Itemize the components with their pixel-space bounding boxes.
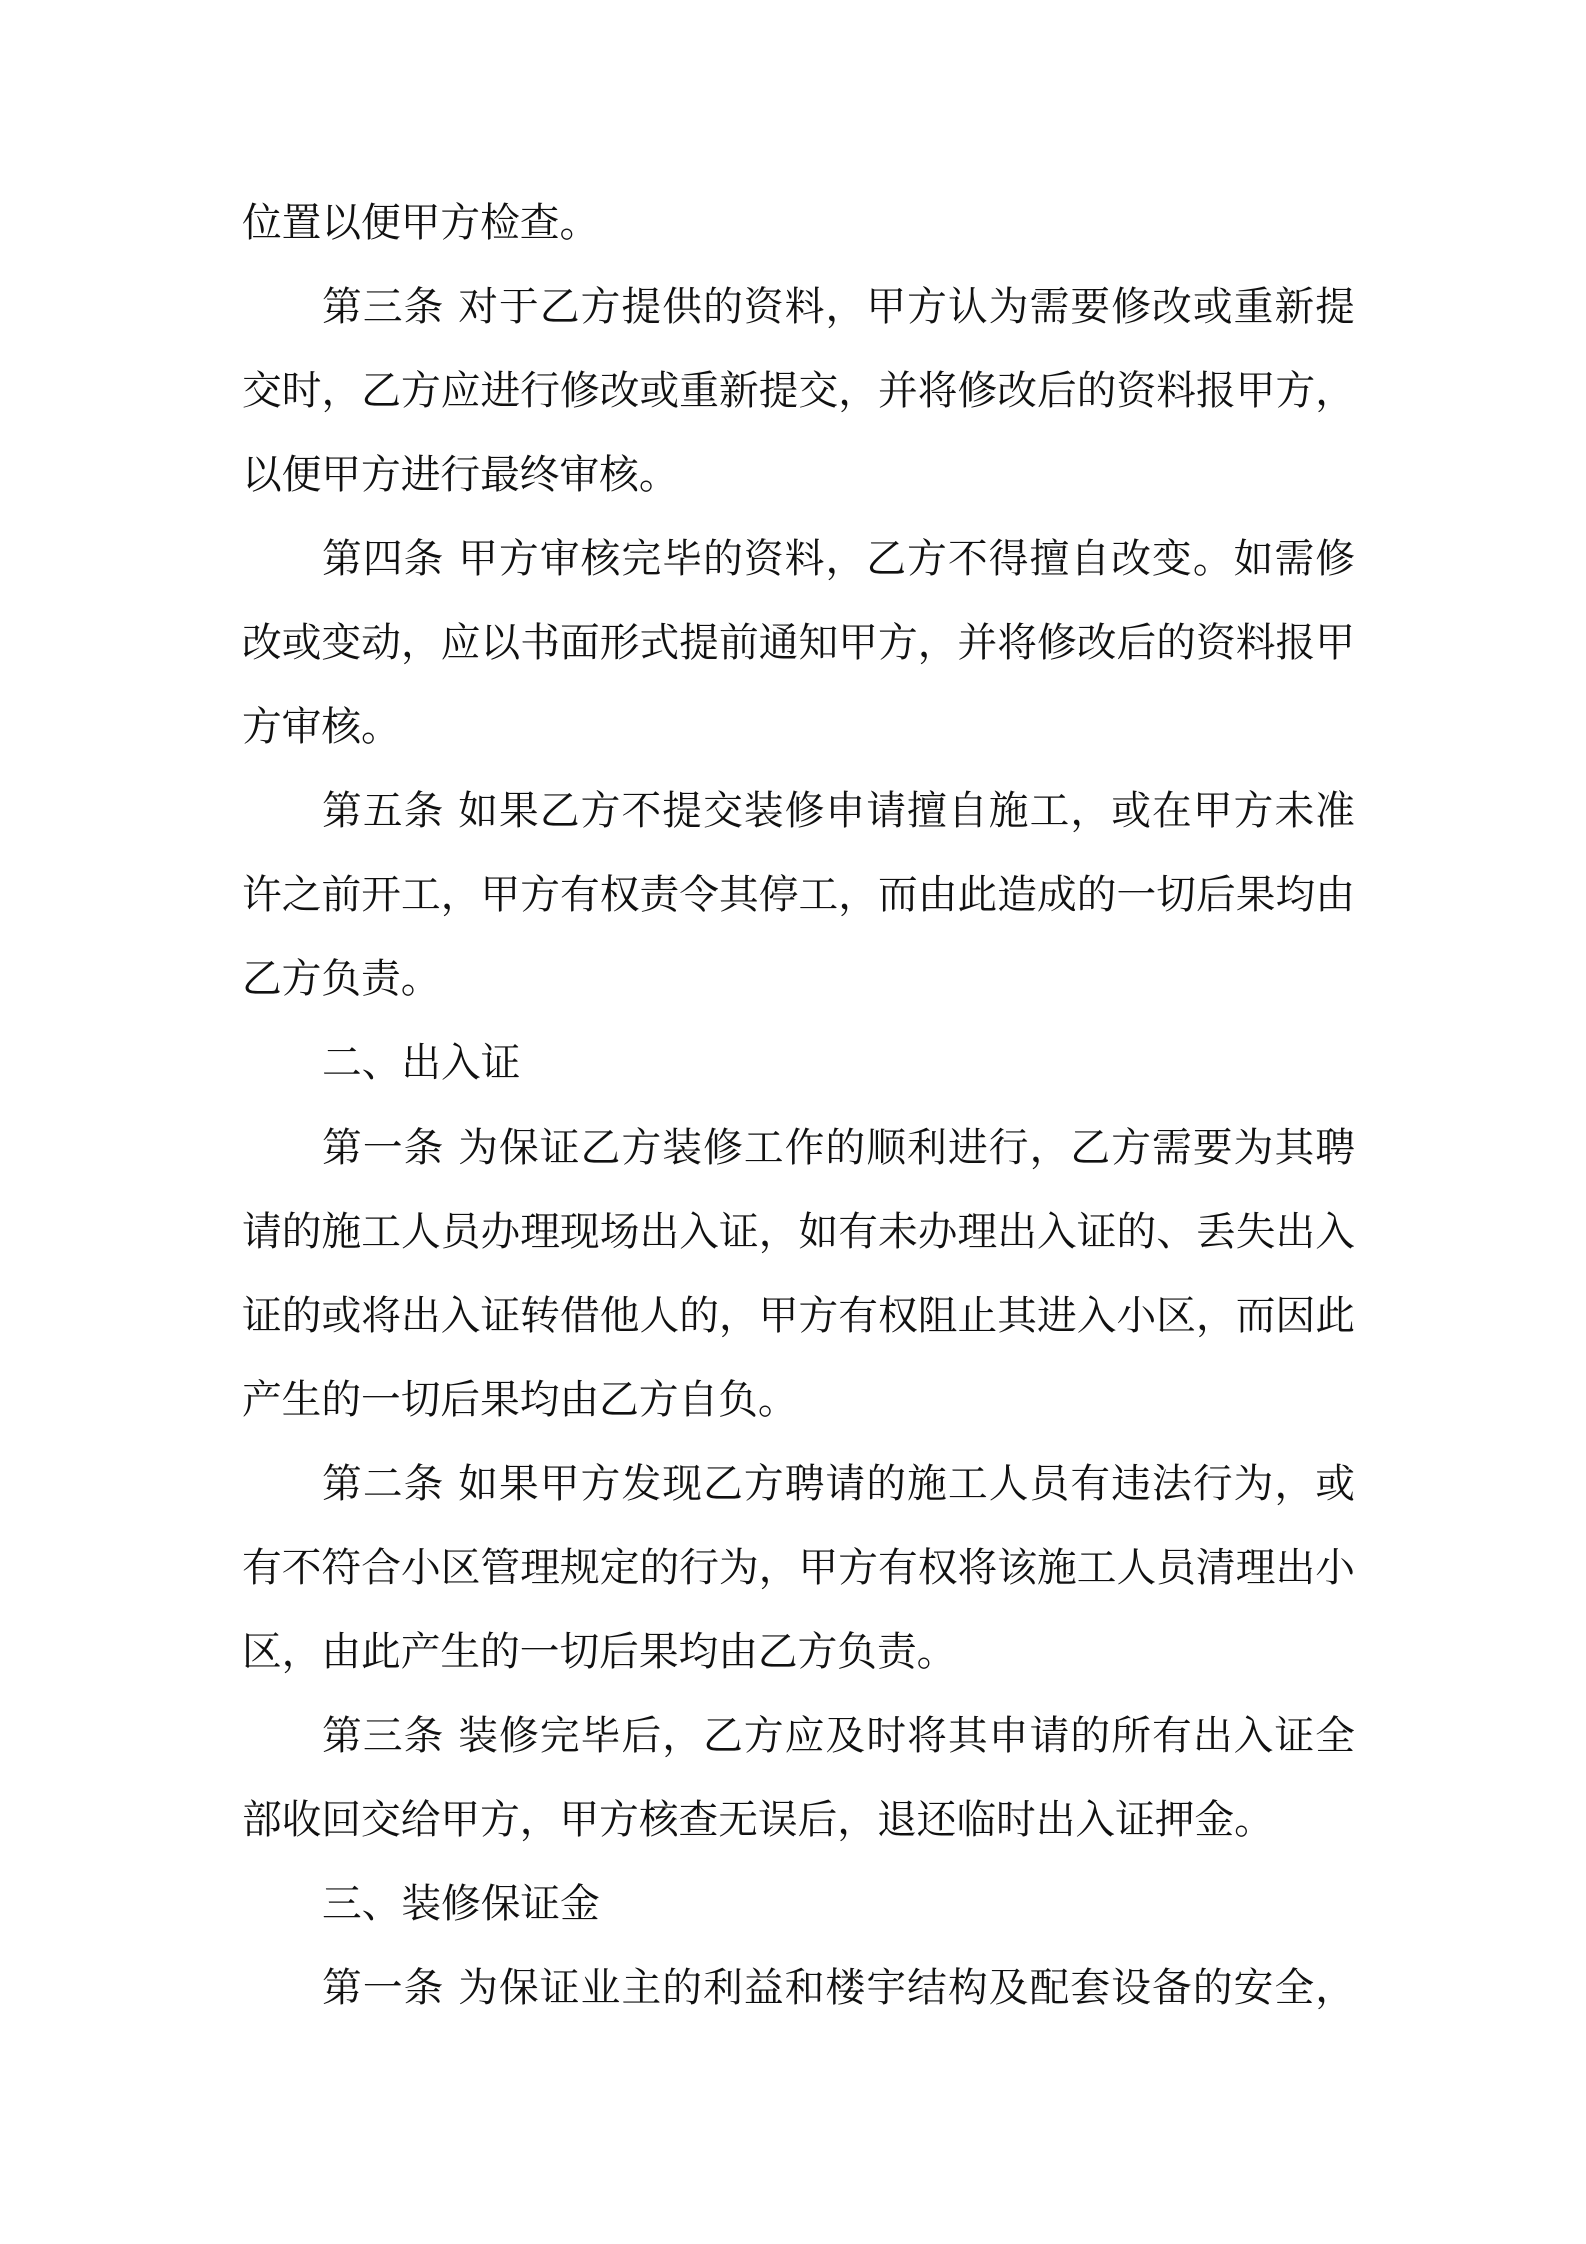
text-line: 第五条 如果乙方不提交装修申请擅自施工，或在甲方未准 bbox=[322, 788, 1355, 835]
section-2-article-1-paragraph bbox=[242, 1106, 1355, 1442]
section-2-article-3-paragraph bbox=[242, 1694, 1355, 1862]
text-line: 位置以便甲方检查。 bbox=[242, 200, 600, 246]
section-2-article-2-paragraph bbox=[242, 1442, 1355, 1694]
text-line: 许之前开工，甲方有权责令其停工，而由此造成的一切后果均由 bbox=[242, 872, 1355, 919]
text-line: 有不符合小区管理规定的行为，甲方有权将该施工人员清理出小 bbox=[242, 1544, 1355, 1591]
text-line: 区，由此产生的一切后果均由乙方负责。 bbox=[242, 1628, 957, 1675]
section-heading bbox=[242, 1862, 1355, 1946]
section-heading-text: 二、出入证 bbox=[322, 1040, 521, 1087]
text-line: 部收回交给甲方，甲方核查无误后，退还临时出入证押金。 bbox=[242, 1796, 1274, 1843]
section-heading-text: 三、装修保证金 bbox=[322, 1880, 600, 1927]
text-line: 请的施工人员办理现场出入证，如有未办理出入证的、丢失出入 bbox=[242, 1208, 1355, 1255]
text-line: 乙方负责。 bbox=[242, 956, 441, 1003]
document-body bbox=[242, 181, 1355, 2030]
text-line: 产生的一切后果均由乙方自负。 bbox=[242, 1376, 798, 1423]
text-line: 以便甲方进行最终审核。 bbox=[242, 452, 679, 499]
text-line: 改或变动，应以书面形式提前通知甲方，并将修改后的资料报甲 bbox=[242, 620, 1355, 667]
text-line: 证的或将出入证转借他人的，甲方有权阻止其进入小区，而因此 bbox=[242, 1292, 1355, 1339]
continued-paragraph bbox=[242, 181, 1355, 265]
text-line: 第二条 如果甲方发现乙方聘请的施工人员有违法行为，或 bbox=[322, 1460, 1355, 1507]
article-5-paragraph bbox=[242, 769, 1355, 1021]
text-line: 第四条 甲方审核完毕的资料，乙方不得擅自改变。如需修 bbox=[322, 536, 1355, 583]
article-4-paragraph bbox=[242, 517, 1355, 769]
text-line: 交时，乙方应进行修改或重新提交，并将修改后的资料报甲方， bbox=[242, 368, 1355, 415]
text-line: 第一条 为保证业主的利益和楼宇结构及配套设备的安全， bbox=[322, 1964, 1355, 2011]
section-heading bbox=[242, 1021, 1355, 1105]
section-3-article-1-paragraph bbox=[242, 1946, 1355, 2030]
text-line: 第三条 装修完毕后，乙方应及时将其申请的所有出入证全 bbox=[322, 1712, 1355, 1759]
article-3-paragraph bbox=[242, 265, 1355, 517]
text-line: 方审核。 bbox=[242, 704, 401, 751]
text-line: 第一条 为保证乙方装修工作的顺利进行，乙方需要为其聘 bbox=[322, 1124, 1355, 1171]
text-line: 第三条 对于乙方提供的资料，甲方认为需要修改或重新提 bbox=[322, 284, 1355, 331]
